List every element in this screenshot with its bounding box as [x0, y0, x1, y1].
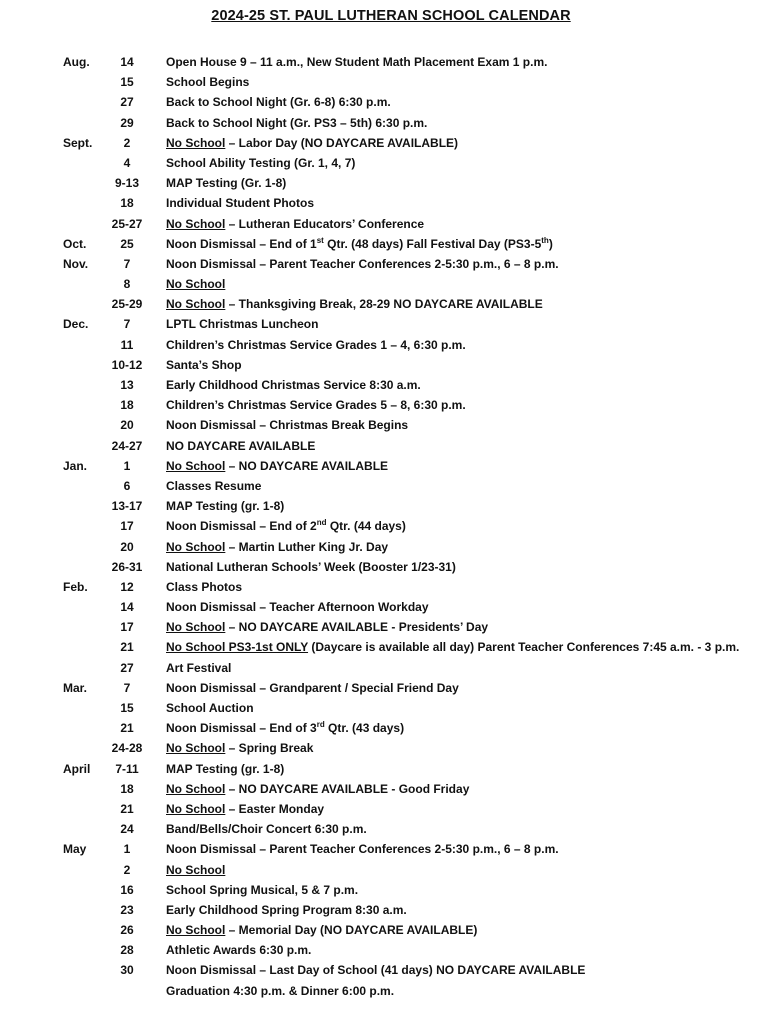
- calendar-row: [0, 496, 782, 516]
- event-text: Qtr. (44 days): [326, 519, 406, 534]
- day-label: 25-27: [111, 216, 143, 231]
- calendar-row: [0, 718, 782, 738]
- day-label: 4: [123, 155, 131, 170]
- event-text: School Ability Testing (Gr. 1, 4, 7): [166, 155, 356, 170]
- event-text: MAP Testing (gr. 1-8): [166, 761, 285, 776]
- event-description: [166, 196, 314, 210]
- month-label: Jan.: [63, 458, 88, 473]
- no-school-label: No School: [166, 801, 226, 816]
- calendar-row: [0, 234, 782, 254]
- day-label: 21: [120, 801, 134, 816]
- day-label: 25-29: [111, 297, 143, 312]
- event-text: Qtr. (48 days) Fall Festival Day (PS3-5: [323, 236, 542, 251]
- calendar-row: [0, 981, 782, 1001]
- event-description: [166, 721, 404, 735]
- day-label: 2: [123, 862, 131, 877]
- calendar-row: [0, 113, 782, 133]
- calendar-row: [0, 274, 782, 294]
- event-description: [166, 418, 408, 432]
- month-label: Feb.: [63, 579, 88, 594]
- day-label: 15: [120, 701, 134, 715]
- event-description: [166, 378, 421, 392]
- day-label: 17: [120, 620, 134, 635]
- calendar-row: [0, 254, 782, 274]
- no-school-label: No School: [166, 277, 226, 292]
- calendar-row: [0, 72, 782, 92]
- no-school-label: No School: [166, 862, 226, 877]
- event-description: [166, 701, 254, 715]
- event-description: [166, 156, 355, 170]
- event-text: – Spring Break: [225, 741, 314, 756]
- day-label: 21: [120, 640, 134, 655]
- calendar-row: [0, 880, 782, 900]
- month-label: April: [63, 761, 91, 776]
- event-text: – Thanksgiving Break, 28-29 NO DAYCARE AVAILABLE: [225, 297, 543, 312]
- no-school-label: No School: [166, 539, 226, 554]
- event-description: [166, 681, 459, 695]
- no-school-label: No School: [166, 216, 226, 231]
- event-text: Back to School Night (Gr. PS3 – 5th) 6:30 p.m.: [166, 115, 428, 130]
- calendar-row: [0, 516, 782, 536]
- event-text: – NO DAYCARE AVAILABLE - Good Friday: [225, 781, 470, 796]
- event-description: [166, 237, 553, 251]
- event-text: Qtr. (43 days): [324, 721, 405, 736]
- calendar-row: [0, 819, 782, 839]
- event-description: [166, 741, 313, 755]
- event-description: [166, 338, 466, 352]
- event-description: [166, 620, 488, 634]
- ordinal-suffix: st: [316, 235, 324, 245]
- calendar-row: [0, 436, 782, 456]
- calendar-row: [0, 193, 782, 213]
- event-text: National Lutheran Schools’ Week (Booster 1/23-31): [166, 559, 456, 574]
- day-label: 28: [120, 943, 134, 958]
- no-school-label: No School PS3-1st ONLY: [166, 640, 309, 655]
- event-description: [166, 984, 394, 998]
- day-label: 7-11: [115, 761, 139, 776]
- day-label: 20: [120, 539, 134, 554]
- event-text: Back to School Night (Gr. 6-8) 6:30 p.m.: [166, 95, 391, 110]
- event-description: [166, 923, 477, 937]
- calendar-row: [0, 698, 782, 718]
- event-text: Early Childhood Spring Program 8:30 a.m.: [166, 902, 407, 917]
- event-description: [166, 863, 225, 877]
- event-description: [166, 762, 284, 776]
- day-label: 6: [123, 478, 131, 493]
- calendar-row: [0, 637, 782, 657]
- event-description: [166, 439, 315, 453]
- month-label: Mar.: [63, 680, 88, 695]
- calendar-row: [0, 153, 782, 173]
- day-label: 25: [120, 236, 134, 251]
- day-label: 18: [120, 398, 134, 413]
- no-school-label: No School: [166, 620, 226, 635]
- day-label: 24: [120, 822, 134, 837]
- event-text: Santa’s Shop: [166, 357, 242, 372]
- calendar-row: [0, 597, 782, 617]
- calendar-row: [0, 294, 782, 314]
- month-label: Sept.: [63, 135, 93, 150]
- event-text: – Labor Day (NO DAYCARE AVAILABLE): [225, 135, 459, 150]
- event-description: [166, 398, 466, 412]
- no-school-label: No School: [166, 458, 226, 473]
- event-text: – NO DAYCARE AVAILABLE - Presidents’ Day: [225, 620, 489, 635]
- event-text: LPTL Christmas Luncheon: [166, 317, 319, 332]
- day-label: 11: [120, 337, 134, 352]
- calendar-row: [0, 839, 782, 859]
- calendar-row: [0, 617, 782, 637]
- event-text: Early Childhood Christmas Service 8:30 a.m.: [166, 378, 421, 392]
- calendar-row: [0, 314, 782, 334]
- day-label: 14: [120, 600, 134, 615]
- month-label: Oct.: [63, 236, 87, 251]
- day-label: 1: [123, 458, 131, 473]
- event-text: Open House 9 – 11 a.m., New Student Math Placement Exam 1 p.m.: [166, 55, 548, 69]
- calendar-row: [0, 900, 782, 920]
- event-description: [166, 257, 559, 271]
- calendar-row: [0, 940, 782, 960]
- ordinal-suffix: nd: [316, 518, 327, 528]
- event-description: [166, 903, 407, 917]
- event-text: Noon Dismissal – End of 2: [166, 519, 317, 534]
- day-label: 26-31: [111, 559, 143, 574]
- event-description: [166, 459, 388, 473]
- event-text: Noon Dismissal – Grandparent / Special Friend Day: [166, 680, 459, 695]
- event-description: [166, 661, 231, 675]
- event-description: [166, 479, 261, 493]
- event-text: Class Photos: [166, 579, 243, 594]
- event-description: [166, 640, 739, 654]
- no-school-label: No School: [166, 297, 226, 312]
- event-description: [166, 600, 429, 614]
- day-label: 20: [120, 418, 134, 433]
- calendar-row: [0, 355, 782, 375]
- event-description: [166, 217, 424, 231]
- event-text: Graduation 4:30 p.m. & Dinner 6:00 p.m.: [166, 983, 395, 998]
- event-description: [166, 540, 388, 554]
- day-label: 21: [120, 721, 134, 736]
- event-description: [166, 277, 225, 291]
- event-text: MAP Testing (Gr. 1-8): [166, 176, 287, 191]
- day-label: 7: [123, 317, 131, 332]
- calendar-row: [0, 173, 782, 193]
- event-text: School Spring Musical, 5 & 7 p.m.: [166, 882, 359, 897]
- event-description: [166, 116, 427, 130]
- event-description: [166, 519, 406, 533]
- day-label: 27: [120, 660, 134, 675]
- calendar-row: [0, 375, 782, 395]
- event-description: [166, 95, 391, 109]
- calendar-row: [0, 335, 782, 355]
- event-text: (Daycare is available all day) Parent Teacher Conferences 7:45 a.m. - 3 p.m.: [308, 640, 740, 655]
- event-description: [166, 782, 469, 796]
- event-text: Athletic Awards 6:30 p.m.: [166, 943, 312, 958]
- day-label: 18: [120, 781, 134, 796]
- day-label: 10-12: [111, 357, 143, 372]
- event-description: [166, 317, 318, 331]
- event-description: [166, 136, 458, 150]
- event-description: [166, 75, 249, 89]
- day-label: 17: [120, 519, 134, 534]
- event-description: [166, 55, 547, 69]
- event-text: Noon Dismissal – End of 1: [166, 236, 317, 251]
- event-text: Noon Dismissal – Parent Teacher Conferences 2-5:30 p.m., 6 – 8 p.m.: [166, 256, 559, 271]
- day-label: 13-17: [111, 499, 143, 514]
- event-description: [166, 822, 367, 836]
- calendar-row: [0, 738, 782, 758]
- event-description: [166, 580, 242, 594]
- day-label: 27: [120, 95, 134, 110]
- calendar-row: [0, 133, 782, 153]
- event-text: – Lutheran Educators’ Conference: [225, 216, 425, 231]
- day-label: 29: [120, 115, 134, 130]
- day-label: 9-13: [114, 176, 140, 191]
- day-label: 23: [120, 902, 134, 917]
- day-label: 14: [120, 55, 134, 69]
- day-label: 18: [120, 196, 134, 211]
- calendar-row: [0, 678, 782, 698]
- event-description: [166, 842, 559, 856]
- event-text: – Martin Luther King Jr. Day: [225, 539, 389, 554]
- day-label: 7: [123, 256, 131, 271]
- calendar-row: [0, 395, 782, 415]
- no-school-label: No School: [166, 781, 226, 796]
- calendar-row: [0, 799, 782, 819]
- calendar-row: [0, 779, 782, 799]
- day-label: 1: [123, 842, 131, 857]
- event-description: [166, 963, 585, 977]
- event-description: [166, 358, 242, 372]
- day-label: 24-27: [111, 438, 143, 453]
- day-label: 2: [123, 135, 131, 150]
- event-text: MAP Testing (gr. 1-8): [166, 499, 285, 514]
- event-text: School Auction: [166, 701, 254, 715]
- day-label: 7: [123, 680, 131, 695]
- day-label: 26: [120, 923, 134, 938]
- event-text: ): [548, 236, 553, 251]
- no-school-label: No School: [166, 741, 226, 756]
- event-text: – Easter Monday: [225, 801, 325, 816]
- event-text: Individual Student Photos: [166, 196, 314, 211]
- event-text: Children’s Christmas Service Grades 5 – 8, 6:30 p.m.: [166, 398, 466, 413]
- calendar-row: [0, 920, 782, 940]
- calendar-row: [0, 537, 782, 557]
- no-school-label: No School: [166, 135, 226, 150]
- calendar-row: [0, 860, 782, 880]
- calendar-row: [0, 92, 782, 112]
- event-text: Noon Dismissal – Parent Teacher Conferences 2-5:30 p.m., 6 – 8 p.m.: [166, 842, 559, 857]
- day-label: 15: [120, 75, 134, 90]
- ordinal-suffix: rd: [316, 720, 325, 730]
- calendar-row: [0, 577, 782, 597]
- calendar-row: [0, 557, 782, 577]
- day-label: 30: [120, 963, 134, 978]
- event-text: School Begins: [166, 75, 250, 90]
- day-label: 16: [120, 882, 134, 897]
- day-label: 8: [123, 277, 131, 292]
- event-text: Band/Bells/Choir Concert 6:30 p.m.: [166, 822, 367, 837]
- calendar-row: [0, 658, 782, 678]
- event-description: [166, 297, 543, 311]
- event-description: [166, 499, 284, 513]
- calendar-row: [0, 960, 782, 980]
- event-description: [166, 883, 358, 897]
- calendar-row: [0, 214, 782, 234]
- event-text: Classes Resume: [166, 478, 262, 493]
- calendar-row: [0, 476, 782, 496]
- day-label: 13: [120, 378, 134, 392]
- event-description: [166, 560, 456, 574]
- calendar-row: [0, 759, 782, 779]
- month-label: Dec.: [63, 317, 89, 332]
- day-label: 12: [120, 579, 134, 594]
- month-label: May: [63, 842, 87, 857]
- day-label: 24-28: [111, 741, 143, 756]
- month-label: Nov.: [63, 256, 89, 271]
- event-description: [166, 176, 286, 190]
- no-school-label: No School: [166, 923, 226, 938]
- calendar-list: [0, 52, 782, 1001]
- event-text: NO DAYCARE AVAILABLE: [166, 438, 316, 453]
- event-description: [166, 943, 311, 957]
- event-text: Art Festival: [166, 660, 232, 675]
- ordinal-suffix: th: [541, 235, 549, 245]
- event-text: – NO DAYCARE AVAILABLE: [225, 458, 389, 473]
- event-description: [166, 802, 324, 816]
- event-text: Children’s Christmas Service Grades 1 – 4, 6:30 p.m.: [166, 337, 466, 352]
- event-text: – Memorial Day (NO DAYCARE AVAILABLE): [225, 923, 478, 938]
- page-title: 2024-25 ST. PAUL LUTHERAN SCHOOL CALENDAR: [211, 8, 571, 24]
- event-text: Noon Dismissal – End of 3: [166, 721, 317, 736]
- calendar-row: [0, 456, 782, 476]
- event-text: Noon Dismissal – Last Day of School (41 days) NO DAYCARE AVAILABLE: [166, 963, 586, 978]
- calendar-row: [0, 415, 782, 435]
- calendar-row: [0, 52, 782, 72]
- event-text: Noon Dismissal – Christmas Break Begins: [166, 418, 409, 433]
- month-label: Aug.: [63, 55, 90, 69]
- event-text: Noon Dismissal – Teacher Afternoon Workday: [166, 600, 429, 615]
